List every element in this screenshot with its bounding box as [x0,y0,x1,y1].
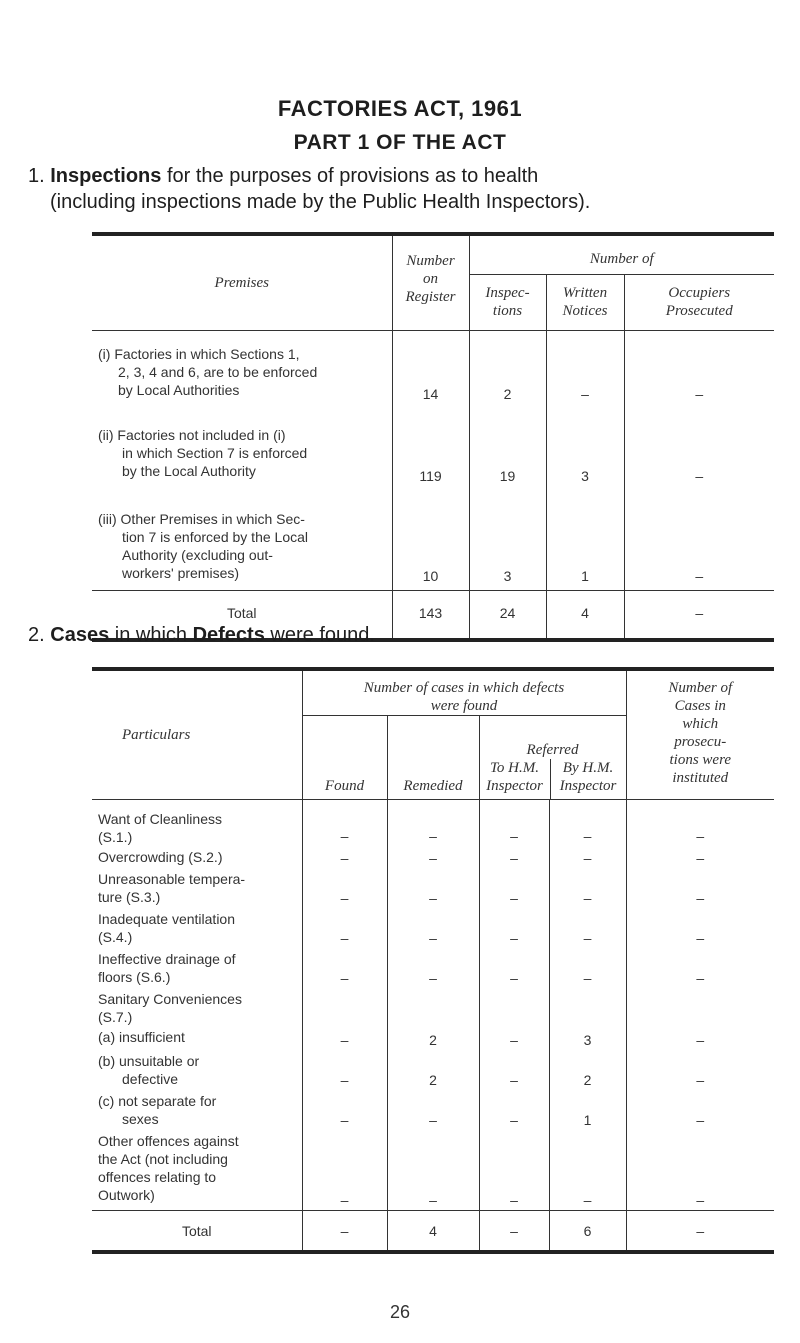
particulars-cell [92,908,302,948]
row-label-line: workers' premises) [122,565,240,581]
remedied-value: 2 [387,1050,479,1090]
inspections-value: 3 [469,494,546,590]
pros-value [626,988,774,1026]
pros-value: – [626,868,774,908]
row-label-line: (i) Factories in which Sections 1, [98,345,300,362]
table-row [92,1090,774,1130]
table-row [92,988,774,1026]
total-prosecuted: – [624,590,774,640]
found-value: – [302,868,387,908]
found-value: – [302,1130,387,1210]
to-hm-value [479,988,549,1026]
col-by-hm-1: By H.M. [562,760,614,776]
col-register-3: Register [405,289,456,305]
table-row [92,1130,774,1210]
to-hm-value: – [479,1050,549,1090]
pros-value: – [626,948,774,988]
prosecuted-value: – [624,330,774,410]
particulars-line: Overcrowding (S.2.) [98,849,223,865]
found-value: – [302,1026,387,1050]
col-pros-line: instituted [672,770,729,786]
to-hm-value: – [479,1090,549,1130]
col-referred: Referred [526,742,579,758]
inspections-table [92,232,774,642]
col-cases-cell [302,669,626,716]
pros-value: – [626,1026,774,1050]
table-row [92,868,774,908]
particulars-cell [92,800,302,847]
row-label-line: in which Section 7 is enforced [122,445,308,461]
col-premises: Premises [214,274,269,291]
col-number-of: Number of [589,250,654,267]
by-hm-value: 1 [549,1090,626,1130]
col-found: Found [324,778,365,794]
particulars-line: ture (S.3.) [98,889,161,905]
to-hm-value: – [479,948,549,988]
pros-value: – [626,846,774,868]
register-value: 10 [392,494,469,590]
particulars-cell [92,948,302,988]
particulars-line: Want of Cleanliness [98,811,222,827]
section1-number: 1. [28,165,45,187]
particulars-line: (a) insufficient [98,1029,185,1045]
found-value: – [302,800,387,847]
table-row [92,908,774,948]
premises-cell [92,494,392,590]
remedied-value: – [387,1090,479,1130]
col-pros-line: Cases in [674,698,726,714]
particulars-line: floors (S.6.) [98,969,171,985]
particulars-cell [92,988,302,1026]
particulars-line: Inadequate ventilation [98,911,235,927]
remedied-value: – [387,868,479,908]
total-to-hm: – [479,1210,549,1252]
col-particulars-cell [92,669,302,800]
notices-value: 3 [546,410,624,494]
by-hm-value: – [549,800,626,847]
col-inspections-2: tions [492,303,523,319]
particulars-cell [92,1090,302,1130]
pros-value: – [626,908,774,948]
to-hm-value: – [479,868,549,908]
particulars-line: (S.4.) [98,929,133,945]
remedied-value [387,988,479,1026]
col-premises-cell [92,234,392,330]
total-pros: – [626,1210,774,1252]
table-row [92,1050,774,1090]
col-to-hm-2: Inspector [486,778,543,794]
col-by-hm-2: Inspector [559,778,617,794]
row-label-line: tion 7 is enforced by the Local [122,529,309,545]
col-cases-1: Number of cases in which defects [363,680,565,696]
row-label-line: (ii) Factories not included in (i) [98,427,286,443]
total-register: 143 [392,590,469,640]
col-pros-line: tions were [669,752,732,768]
total-label: Total [92,1210,302,1252]
by-hm-value: 2 [549,1050,626,1090]
col-register-cell [392,234,469,330]
register-value: 14 [392,330,469,410]
row-label-line: (iii) Other Premises in which Sec- [98,511,305,527]
particulars-line: Other offences against [98,1133,239,1149]
particulars-line: Outwork) [98,1187,155,1203]
by-hm-value: – [549,846,626,868]
col-by-hm [550,759,626,799]
particulars-line: Unreasonable tempera- [98,871,246,887]
by-hm-value: – [549,948,626,988]
found-value: – [302,948,387,988]
col-found-cell [302,716,387,800]
defects-table [92,667,774,1254]
total-found: – [302,1210,387,1252]
col-particulars: Particulars [122,727,191,743]
particulars-line: (S.7.) [98,1009,133,1025]
found-value: – [302,908,387,948]
col-remedied-cell [387,716,479,800]
total-row [92,1210,774,1252]
to-hm-value: – [479,908,549,948]
col-prosecuted-1: Occupiers [668,285,731,301]
particulars-line: (S.1.) [98,829,133,845]
total-remedied: 4 [387,1210,479,1252]
section2-heading-rest: in which [114,624,188,646]
inspections-value: 19 [469,410,546,494]
section2-heading-bold2: Defects [192,624,265,646]
remedied-value: – [387,800,479,847]
table-row [92,410,774,494]
table-row [92,800,774,847]
by-hm-value: – [549,1130,626,1210]
section2-number: 2. [28,624,45,646]
col-cases-2: were found [430,698,498,714]
particulars-line: defective [122,1071,179,1087]
by-hm-value: – [549,868,626,908]
table-row [92,330,774,410]
section1-heading-bold: Inspections [50,165,162,187]
total-by-hm: 6 [549,1210,626,1252]
remedied-value: 2 [387,1026,479,1050]
prosecuted-value: – [624,494,774,590]
particulars-cell [92,1050,302,1090]
col-register-2: on [423,271,438,287]
col-prosecuted-2: Prosecuted [665,303,733,319]
notices-value: 1 [546,494,624,590]
pros-value: – [626,1050,774,1090]
remedied-value: – [387,948,479,988]
by-hm-value: – [549,908,626,948]
col-prosecuted-cell [624,274,774,330]
page-number: 26 [389,1302,411,1322]
particulars-line: offences relating to [98,1169,217,1185]
particulars-line: Sanitary Conveniences [98,991,242,1007]
col-remedied: Remedied [403,778,463,794]
table-row [92,1026,774,1050]
particulars-line: (c) not separate for [98,1093,217,1109]
particulars-line: (b) unsuitable or [98,1053,200,1069]
col-to-hm [480,759,550,799]
particulars-line: sexes [122,1111,159,1127]
col-inspections-cell [469,274,546,330]
particulars-cell [92,1130,302,1210]
to-hm-value: – [479,846,549,868]
pros-value: – [626,800,774,847]
pros-value: – [626,1130,774,1210]
section1-heading [28,163,590,215]
part-title: PART 1 OF THE ACT [293,131,507,154]
section2-heading-bold: Cases [50,624,110,646]
particulars-cell [92,868,302,908]
col-register-1: Number [406,253,455,269]
total-notices: 4 [546,590,624,640]
particulars-line: Ineffective drainage of [98,951,236,967]
particulars-cell [92,846,302,868]
pros-value: – [626,1090,774,1130]
section1-heading-line2: (including inspections made by the Public Health Inspectors). [50,191,591,213]
col-notices-2: Notices [562,303,608,319]
row-label-line: 2, 3, 4 and 6, are to be enforced [118,363,318,380]
found-value [302,988,387,1026]
notices-value: – [546,330,624,410]
table-row [92,846,774,868]
to-hm-value: – [479,1026,549,1050]
remedied-value: – [387,846,479,868]
total-inspections: 24 [469,590,546,640]
particulars-cell [92,1026,302,1050]
table-row [92,494,774,590]
found-value: – [302,1050,387,1090]
col-to-hm-1: To H.M. [489,760,540,776]
register-value: 119 [392,410,469,494]
section2-heading [28,622,375,648]
row-label-line: Authority (excluding out- [122,547,273,563]
table-row [92,948,774,988]
prosecuted-value: – [624,410,774,494]
act-title: FACTORIES ACT, 1961 [277,96,523,121]
remedied-value: – [387,908,479,948]
section2-heading-rest2: were found. [270,624,375,646]
row-label-line: by Local Authorities [118,381,240,398]
premises-cell [92,410,392,494]
inspections-value: 2 [469,330,546,410]
to-hm-value: – [479,1130,549,1210]
by-hm-value [549,988,626,1026]
by-hm-value: 3 [549,1026,626,1050]
col-notices-cell [546,274,624,330]
col-notices-1: Written [562,285,608,301]
total-label: Total [92,590,392,640]
col-pros-line: prosecu- [674,734,727,750]
col-pros-line: Number of [668,680,733,696]
premises-cell [92,330,392,410]
particulars-line: the Act (not including [98,1151,228,1167]
col-number-of-cell [469,234,774,274]
col-pros-cell [626,669,774,800]
row-label-line: by the Local Authority [122,463,256,479]
col-referred-cell [479,716,626,800]
found-value: – [302,1090,387,1130]
remedied-value: – [387,1130,479,1210]
col-inspections-1: Inspec- [485,285,530,301]
to-hm-value: – [479,800,549,847]
found-value: – [302,846,387,868]
col-pros-line: which [682,716,719,732]
section1-heading-line1: for the purposes of provisions as to health [166,165,539,187]
